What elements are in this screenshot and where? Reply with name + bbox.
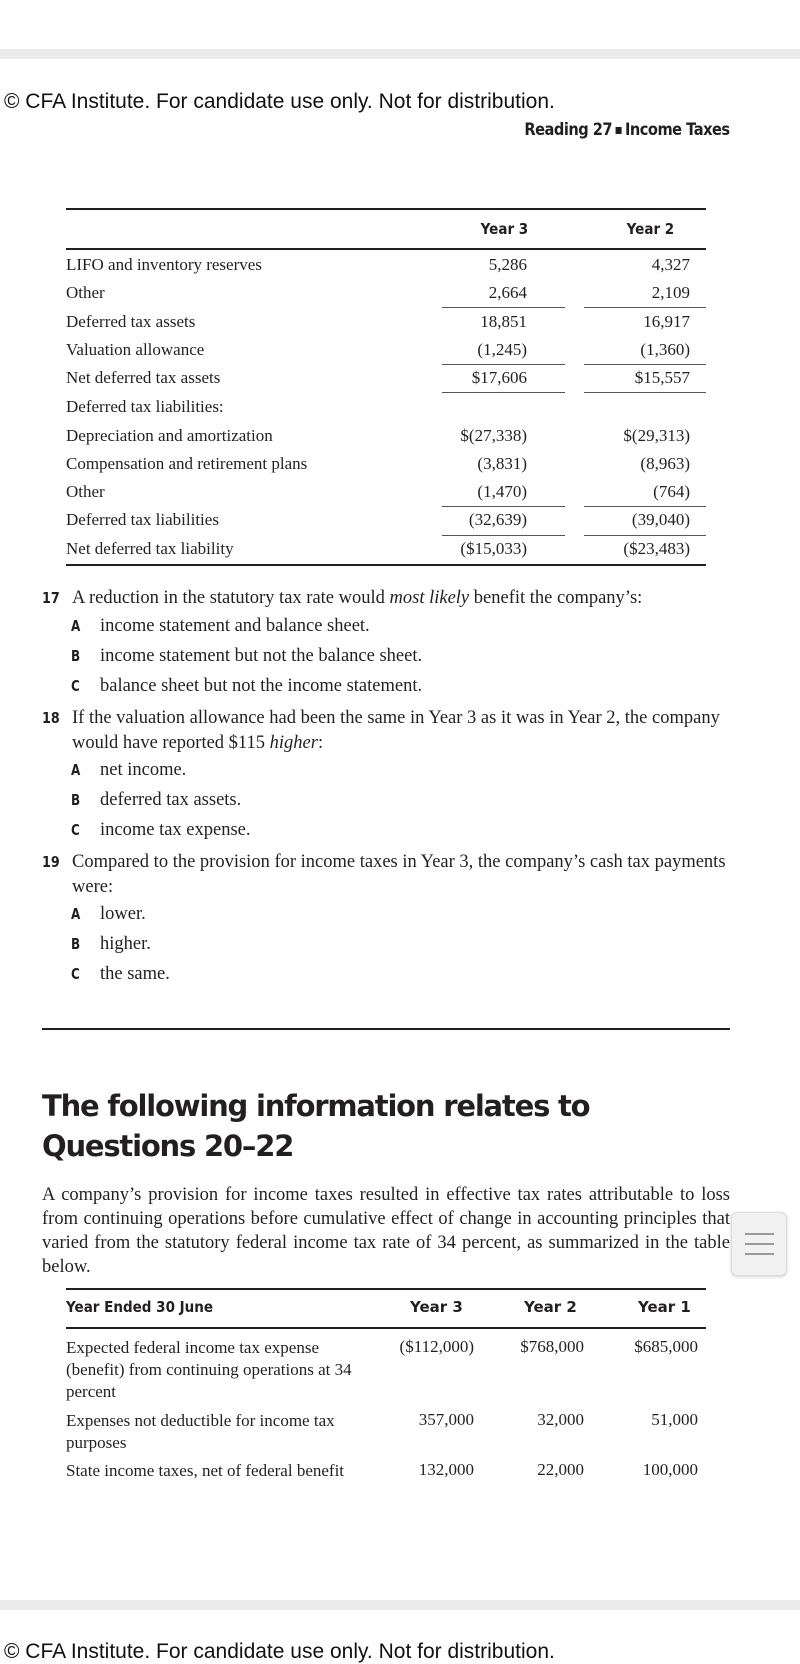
option-19-b[interactable] bbox=[71, 934, 151, 955]
col-header-year3: Year 3 bbox=[410, 1298, 463, 1316]
page-menu-button[interactable] bbox=[731, 1212, 787, 1276]
table-row bbox=[66, 312, 706, 340]
option-letter: C bbox=[71, 677, 80, 695]
option-letter: A bbox=[71, 617, 81, 635]
question-stem bbox=[72, 586, 752, 611]
cell-year2: ($23,483) bbox=[623, 539, 690, 558]
col-header-year2: Year 2 bbox=[626, 220, 675, 238]
row-label: Other bbox=[66, 283, 105, 302]
table-row bbox=[66, 510, 706, 538]
option-17-c[interactable] bbox=[71, 676, 422, 697]
cell-year2: $15,557 bbox=[634, 368, 690, 387]
section-divider bbox=[42, 1028, 730, 1030]
option-letter: C bbox=[71, 821, 80, 839]
cell-year2: 2,109 bbox=[651, 283, 690, 302]
row-label: Expected federal income tax expense (benefit) from continuing operations at 34 percent bbox=[66, 1338, 352, 1401]
cell-year1: $685,000 bbox=[634, 1337, 698, 1356]
stem-text: If the valuation allowance had been the same in Year 3 as it was in Year 2, the company would have reported $115 bbox=[72, 708, 720, 753]
option-text: income statement but not the balance sheet. bbox=[100, 646, 423, 666]
cell-year2: 16,917 bbox=[643, 312, 690, 331]
cell-year1: 51,000 bbox=[651, 1410, 698, 1429]
cell-year2: 22,000 bbox=[537, 1460, 584, 1479]
option-letter: C bbox=[71, 965, 80, 983]
option-text: net income. bbox=[100, 760, 187, 780]
option-text: deferred tax assets. bbox=[100, 790, 242, 810]
section-heading: The following information relates to Questions 20–22 bbox=[42, 1089, 590, 1163]
header-bottom-rule bbox=[66, 248, 706, 250]
cell-year3: 132,000 bbox=[418, 1460, 474, 1479]
option-text: income tax expense. bbox=[100, 820, 251, 840]
subtotal-rule bbox=[584, 535, 706, 536]
cell-year3: $(27,338) bbox=[460, 426, 527, 445]
cell-year1: 100,000 bbox=[642, 1460, 698, 1479]
cell-year3: (1,245) bbox=[477, 340, 527, 359]
copyright-notice-bottom: © CFA Institute. For candidate use only. Not for distribution. bbox=[4, 1640, 555, 1663]
row-label: Deferred tax assets bbox=[66, 312, 196, 331]
subtotal-rule bbox=[584, 506, 706, 507]
row-label: Compensation and retirement plans bbox=[66, 454, 308, 473]
table-bottom-rule bbox=[66, 564, 706, 566]
cell-year3: ($112,000) bbox=[399, 1337, 474, 1356]
question-number: 17 bbox=[42, 589, 60, 607]
row-label: Other bbox=[66, 482, 105, 501]
total-rule bbox=[442, 392, 565, 393]
cell-year3: (32,639) bbox=[468, 510, 527, 529]
cell-year2: (39,040) bbox=[631, 510, 690, 529]
running-head bbox=[525, 120, 730, 140]
reading-title: Income Taxes bbox=[625, 120, 730, 140]
row-label: Valuation allowance bbox=[66, 340, 205, 359]
cell-year2: $(29,313) bbox=[623, 426, 690, 445]
subtotal-rule bbox=[442, 307, 565, 308]
option-letter: B bbox=[71, 647, 81, 665]
col-header-year3: Year 3 bbox=[480, 220, 529, 238]
row-label: Depreciation and amortization bbox=[66, 426, 273, 445]
subtotal-rule bbox=[442, 506, 565, 507]
question-stem bbox=[72, 706, 736, 756]
table-row bbox=[66, 539, 706, 567]
option-text: higher. bbox=[100, 934, 151, 954]
stem-text: : bbox=[317, 733, 324, 753]
option-18-c[interactable] bbox=[71, 820, 251, 841]
option-text: balance sheet but not the income statement. bbox=[100, 676, 423, 696]
table-row bbox=[66, 454, 706, 482]
cell-year2: (1,360) bbox=[640, 340, 690, 359]
option-letter: A bbox=[71, 761, 81, 779]
cell-year2: $768,000 bbox=[520, 1337, 584, 1356]
col-header-period: Year Ended 30 June bbox=[66, 1298, 214, 1316]
reading-number: Reading 27 bbox=[524, 120, 613, 140]
option-letter: B bbox=[71, 935, 81, 953]
subtotal-rule bbox=[584, 307, 706, 308]
option-18-b[interactable] bbox=[71, 790, 241, 811]
option-19-a[interactable] bbox=[71, 904, 146, 925]
cell-year3: (1,470) bbox=[477, 482, 527, 501]
subtotal-rule bbox=[442, 535, 565, 536]
subtotal-rule bbox=[442, 364, 565, 365]
option-text: income statement and balance sheet. bbox=[100, 616, 370, 636]
question-stem bbox=[72, 850, 736, 900]
option-letter: A bbox=[71, 905, 81, 923]
question-number: 18 bbox=[42, 709, 60, 727]
cell-year2: (764) bbox=[653, 482, 690, 501]
row-label: State income taxes, net of federal benefit bbox=[66, 1461, 345, 1480]
page-break-band-bottom bbox=[0, 1600, 800, 1610]
col-header-year2: Year 2 bbox=[524, 1298, 577, 1316]
stem-text: benefit the company’s: bbox=[469, 588, 643, 608]
total-rule bbox=[584, 392, 706, 393]
table-top-rule bbox=[66, 208, 706, 210]
row-label: Deferred tax liabilities: bbox=[66, 397, 224, 416]
stem-emphasis: higher bbox=[269, 733, 318, 753]
square-bullet-icon bbox=[616, 127, 622, 134]
option-18-a[interactable] bbox=[71, 760, 186, 781]
section-paragraph: A company’s provision for income taxes resulted in effective tax rates attributable to loss from continuing operations before cumulative effect of change in accounting principles that varied from the statutory federal income tax rate of 34 percent, as summarized in the table below. bbox=[42, 1185, 730, 1277]
cell-year3: 18,851 bbox=[480, 312, 527, 331]
table-top-rule bbox=[66, 1288, 706, 1290]
row-label: Deferred tax liabilities bbox=[66, 510, 219, 529]
option-17-a[interactable] bbox=[71, 616, 370, 637]
option-17-b[interactable] bbox=[71, 646, 422, 667]
table-row bbox=[66, 426, 706, 454]
cell-year3: (3,831) bbox=[477, 454, 527, 473]
cell-year2: 4,327 bbox=[651, 255, 690, 274]
stem-emphasis: most likely bbox=[389, 588, 470, 608]
page-break-band-top bbox=[0, 49, 800, 59]
row-label: LIFO and inventory reserves bbox=[66, 255, 262, 274]
col-header-year1: Year 1 bbox=[638, 1298, 691, 1316]
subtotal-rule bbox=[584, 364, 706, 365]
row-label: Expenses not deductible for income tax purposes bbox=[66, 1411, 335, 1452]
copyright-notice-top: © CFA Institute. For candidate use only. Not for distribution. bbox=[4, 90, 555, 113]
header-bottom-rule bbox=[66, 1327, 706, 1329]
row-label: Net deferred tax liability bbox=[66, 539, 234, 558]
option-19-c[interactable] bbox=[71, 964, 170, 985]
stem-text: Compared to the provision for income taxes in Year 3, the company’s cash tax payments were: bbox=[72, 852, 726, 897]
table-row bbox=[66, 255, 706, 283]
cell-year2: 32,000 bbox=[537, 1410, 584, 1429]
option-letter: B bbox=[71, 791, 81, 809]
table-row bbox=[66, 397, 706, 425]
question-number: 19 bbox=[42, 853, 60, 871]
option-text: the same. bbox=[100, 964, 170, 984]
cell-year2: (8,963) bbox=[640, 454, 690, 473]
cell-year3: 357,000 bbox=[418, 1410, 474, 1429]
cell-year3: 2,664 bbox=[488, 283, 527, 302]
stem-text: A reduction in the statutory tax rate would bbox=[72, 588, 390, 608]
cell-year3: 5,286 bbox=[488, 255, 527, 274]
cell-year3: ($15,033) bbox=[460, 539, 527, 558]
row-label: Net deferred tax assets bbox=[66, 368, 221, 387]
cell-year3: $17,606 bbox=[471, 368, 527, 387]
option-text: lower. bbox=[100, 904, 146, 924]
